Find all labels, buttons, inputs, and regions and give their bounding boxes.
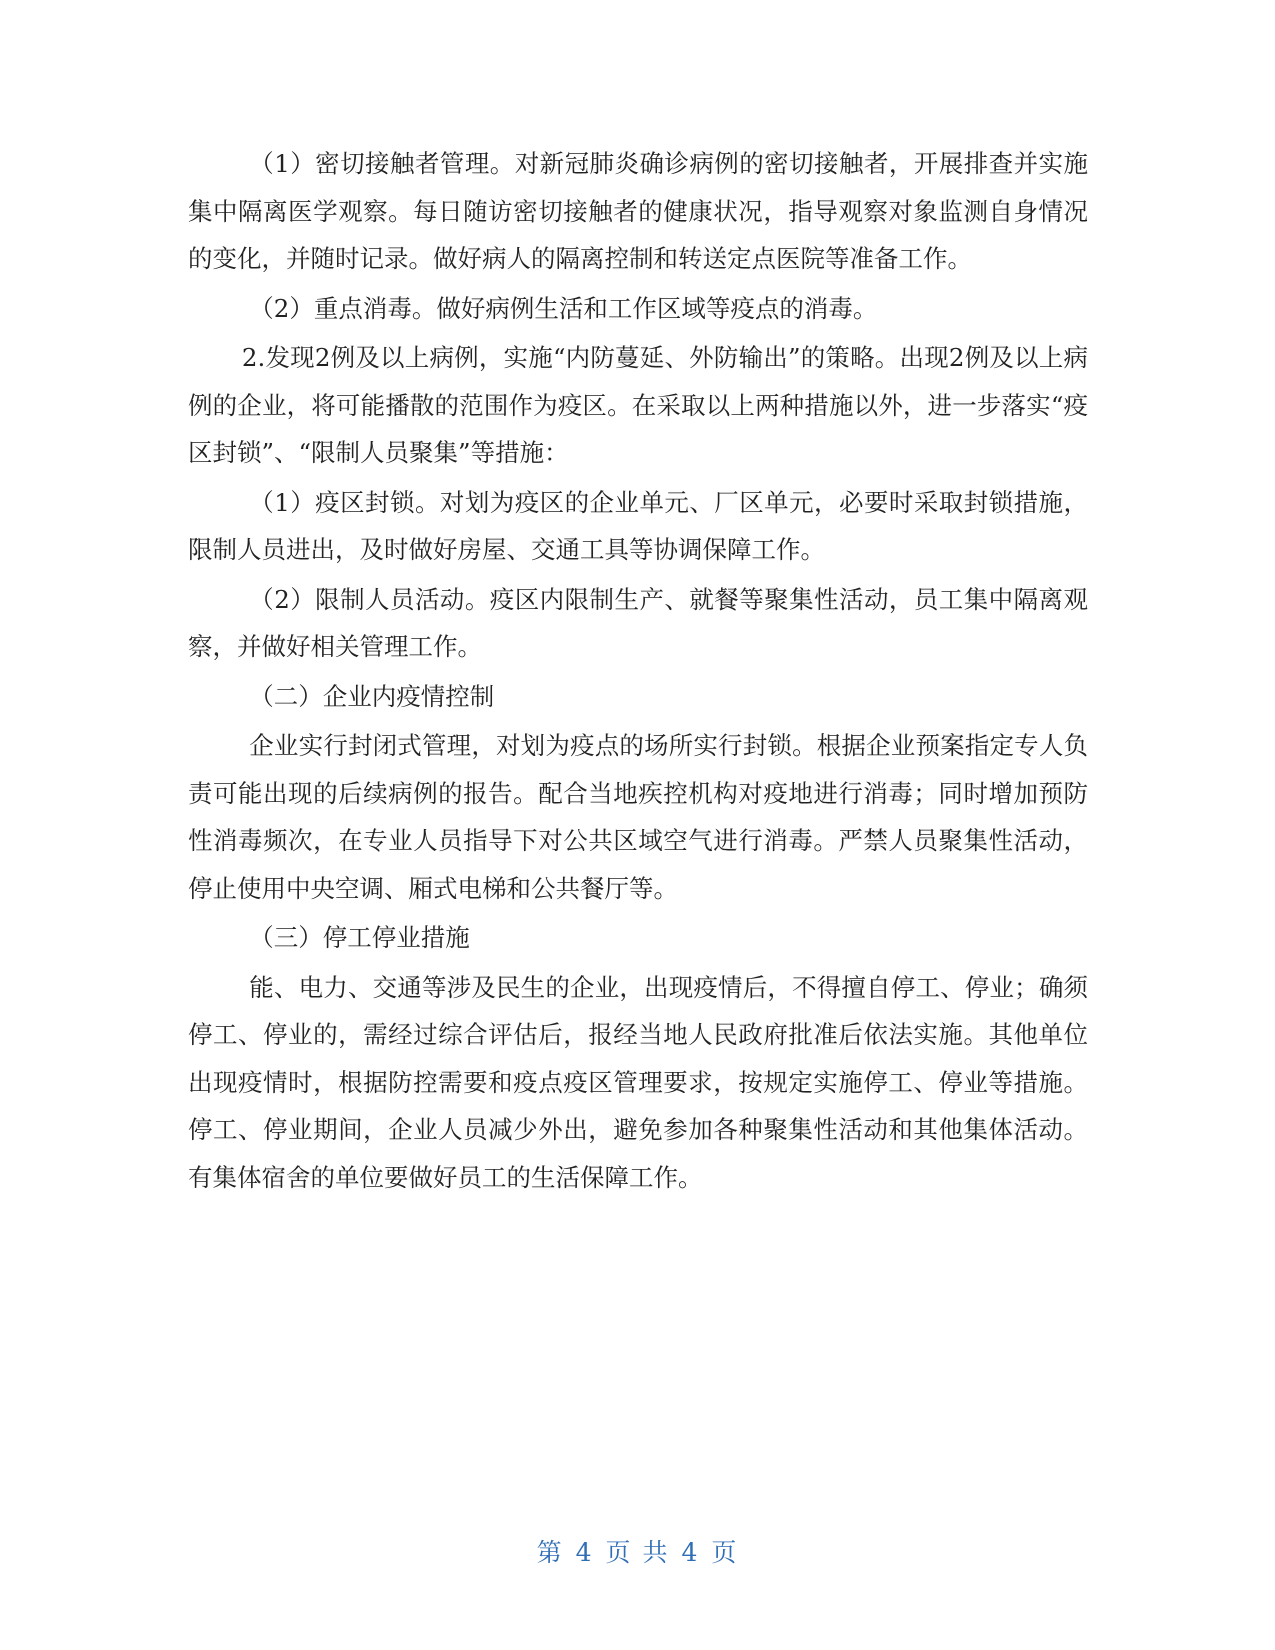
paragraph-close-contact-management: （1）密切接触者管理。对新冠肺炎确诊病例的密切接触者，开展排查并实施集中隔离医学观察。每日随访密切接触者的健康状况，指导观察对象监测自身情况的变化，并随时记录。做好病人的隔离控制和转送定点医院等准备工作。 xyxy=(188,149,1088,273)
footer-page-number: 4 xyxy=(575,1538,594,1567)
paragraph-closed-management: 企业实行封闭式管理，对划为疫点的场所实行封锁。根据企业预案指定专人负责可能出现的后续病例的报告。配合当地疾控机构对疫地进行消毒；同时增加预防性消毒频次，在专业人员指导下对公共区域空气进行消毒。严禁人员聚集性活动，停止使用中央空调、厢式电梯和公共餐厅等。 xyxy=(188,731,1088,903)
document-body xyxy=(188,140,1088,1201)
footer-prefix: 第 xyxy=(536,1538,564,1567)
paragraph-two-or-more-cases: 2.发现2例及以上病例，实施“内防蔓延、外防输出”的策略。出现2例及以上病例的企业，将可能播散的范围作为疫区。在采取以上两种措施以外，进一步落实“疫区封锁”、“限制人员聚集”等措施： xyxy=(188,343,1088,467)
footer-middle: 页 共 xyxy=(605,1538,670,1567)
section-heading-enterprise-control: （二）企业内疫情控制 xyxy=(249,681,495,711)
paragraph-key-disinfection: （2）重点消毒。做好病例生活和工作区域等疫点的消毒。 xyxy=(249,293,878,323)
footer-total-pages: 4 xyxy=(681,1538,700,1567)
page-footer xyxy=(0,1533,1275,1569)
paragraph-epidemic-area-lockdown: （1）疫区封锁。对划为疫区的企业单元、厂区单元，必要时采取封锁措施，限制人员进出，及时做好房屋、交通工具等协调保障工作。 xyxy=(188,487,1088,564)
footer-suffix: 页 xyxy=(711,1538,739,1567)
paragraph-restrict-activities: （2）限制人员活动。疫区内限制生产、就餐等聚集性活动，员工集中隔离观察，并做好相关管理工作。 xyxy=(188,584,1088,661)
paragraph-work-suspension-measures: 能、电力、交通等涉及民生的企业，出现疫情后，不得擅自停工、停业；确须停工、停业的，需经过综合评估后，报经当地人民政府批准后依法实施。其他单位出现疫情时，根据防控需要和疫点疫区管理要求，按规定实施停工、停业等措施。停工、停业期间，企业人员减少外出，避免参加各种聚集性活动和其他集体活动。有集体宿舍的单位要做好员工的生活保障工作。 xyxy=(188,972,1088,1192)
section-heading-work-suspension: （三）停工停业措施 xyxy=(249,923,470,952)
